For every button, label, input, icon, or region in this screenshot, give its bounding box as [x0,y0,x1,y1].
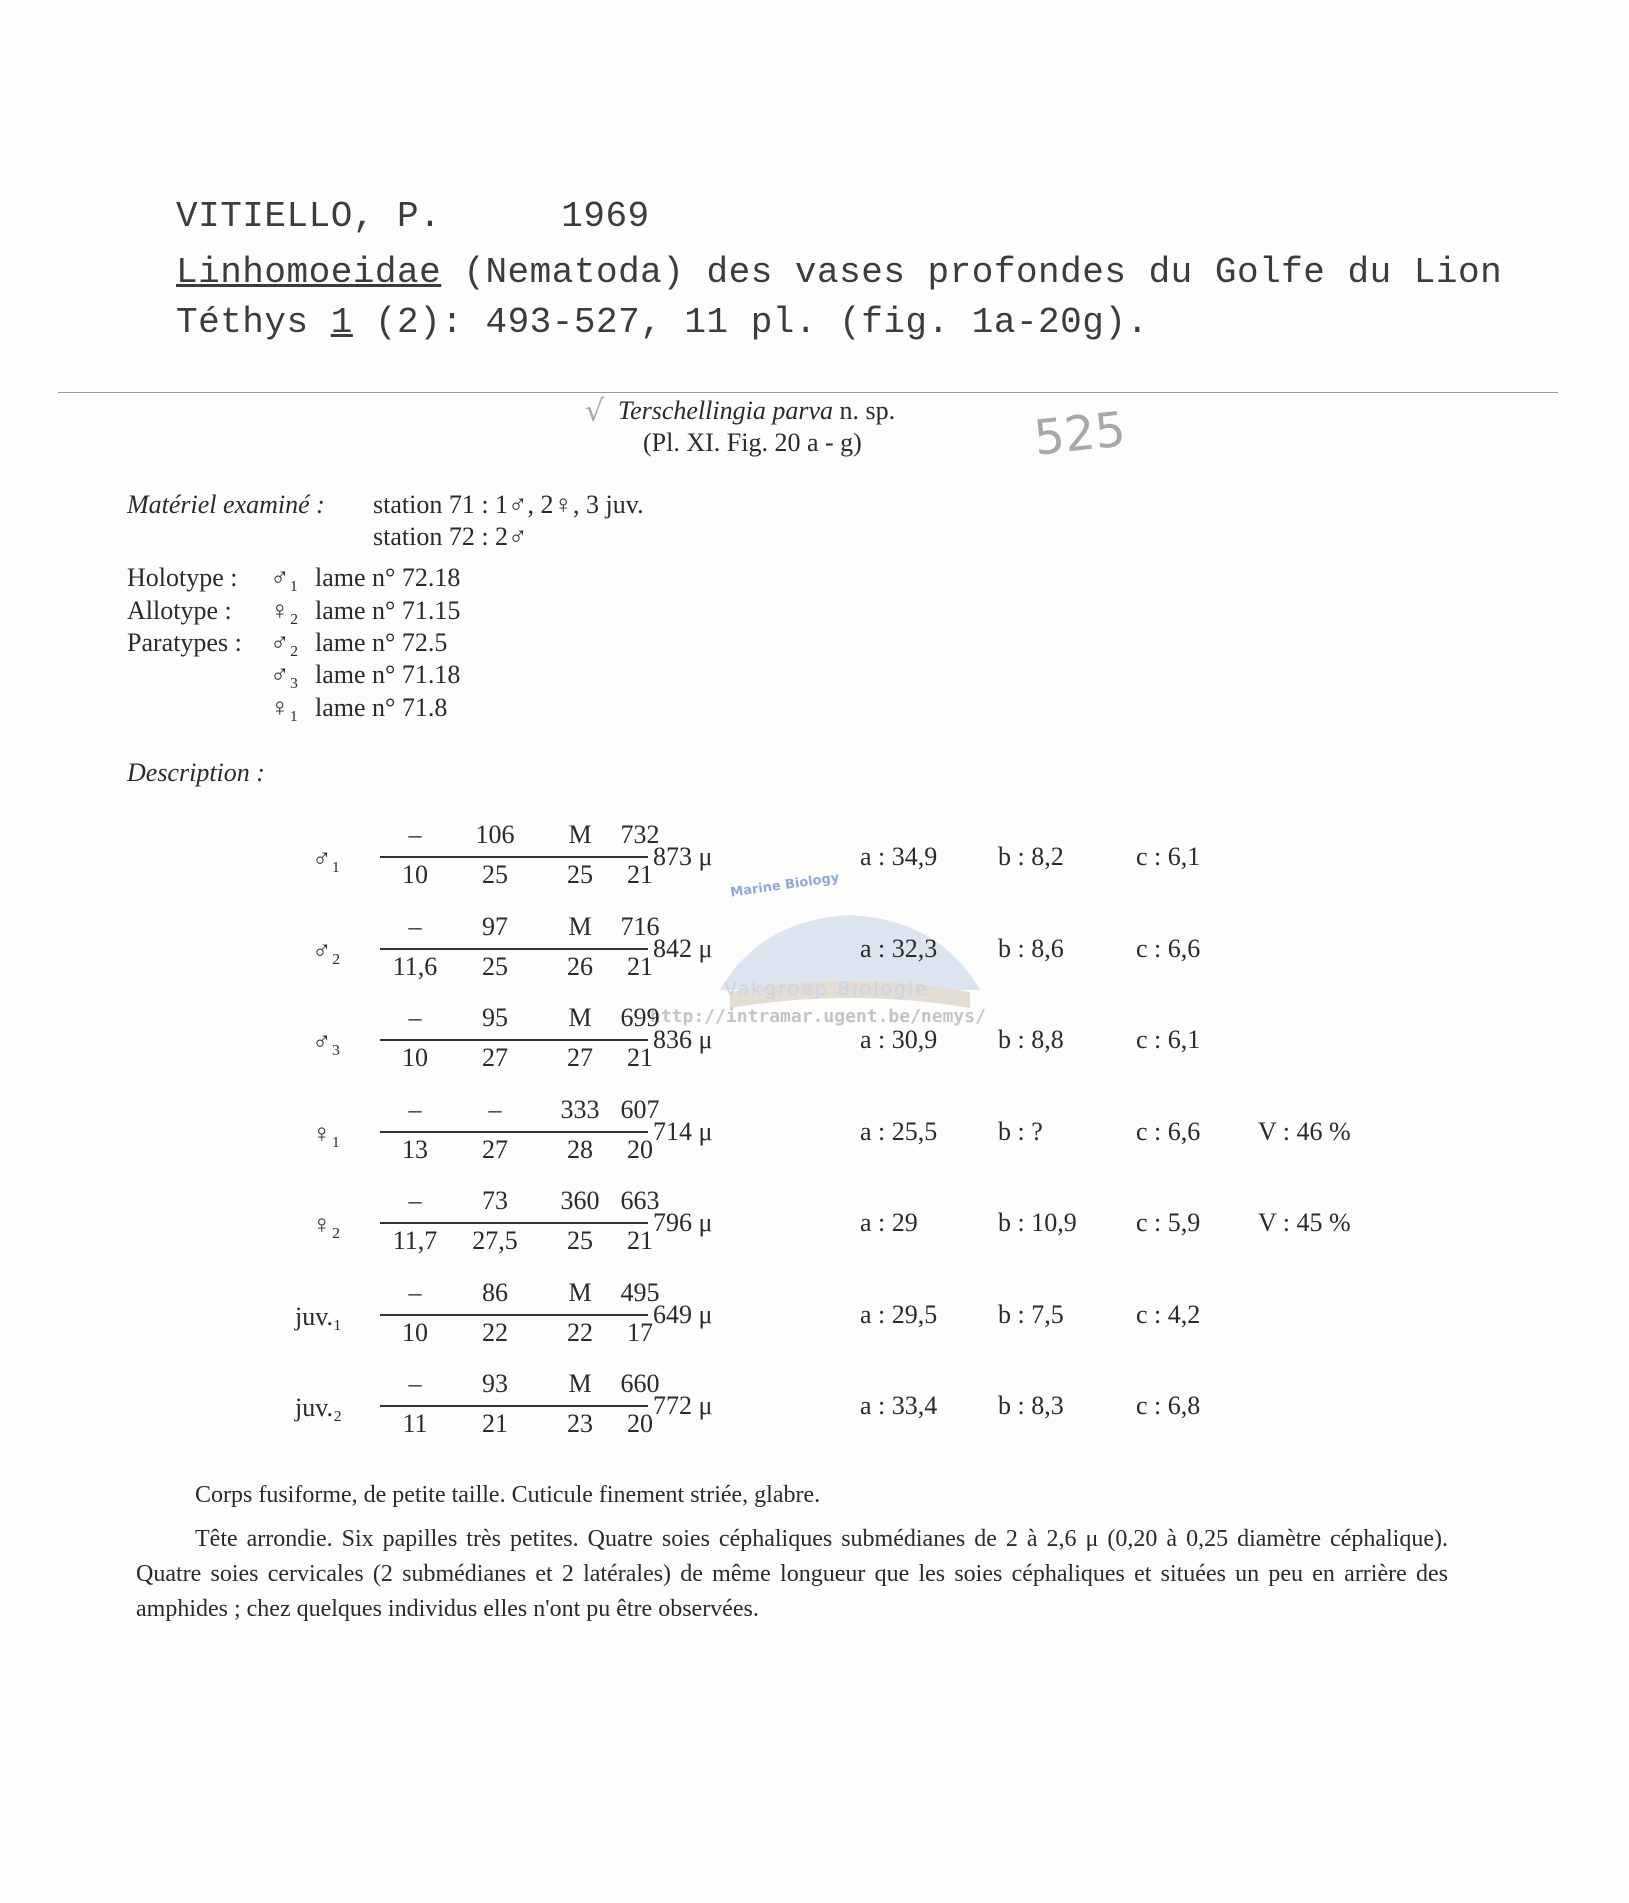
formula-bottom-value: 11,7 [392,1226,438,1255]
measurement-formula [380,820,660,892]
ratio-b: b : 8,6 [998,934,1064,963]
fraction-bar [380,1039,648,1041]
formula-bottom-value: 21 [627,1043,653,1072]
formula-top-value: M [568,820,592,849]
total-length: 842 μ [653,934,713,963]
specimen-label: ♀₁ [312,1119,341,1148]
species-heading [618,396,895,426]
formula-bottom-value: 10 [402,1318,428,1347]
formula-bottom-value: 17 [627,1318,653,1347]
formula-top-value: 106 [475,820,515,849]
ratio-c: c : 6,8 [1136,1391,1201,1420]
formula-top-value: 93 [482,1369,508,1398]
handwritten-page-number: 525 [1031,401,1129,467]
total-length: 796 μ [653,1208,713,1237]
formula-top-value: 660 [620,1369,660,1398]
citation-pages: (2): 493-527, 11 pl. (fig. 1a-20g). [352,302,1149,343]
formula-bottom-value: 25 [482,860,508,889]
citation-volume: 1 [330,302,353,343]
ratio-c: c : 4,2 [1136,1300,1201,1329]
material-station-72: station 72 : 2♂ [373,522,528,551]
formula-bottom-value: 10 [402,860,428,889]
formula-top-value: – [408,1186,422,1215]
formula-bottom-value: 21 [627,1226,653,1255]
citation-journal: Téthys [176,302,331,343]
type-specimen: ♂₂ [270,628,299,657]
ratio-a: a : 34,9 [860,842,938,871]
type-specimen: ♀₂ [270,596,299,625]
watermark-top-text: Marine Biology [729,870,841,901]
total-length: 714 μ [653,1117,713,1146]
type-label: Paratypes : [127,628,242,657]
type-specimen: ♀₁ [270,693,299,722]
ratio-c: c : 6,6 [1136,1117,1201,1146]
ratio-b: b : 8,3 [998,1391,1064,1420]
watermark-logo [700,880,1000,1060]
citation-title [176,252,1502,293]
formula-bottom-value: 28 [567,1135,593,1164]
material-label: Matériel examiné : [127,490,325,519]
watermark-mid-text: Vakgroep Biologie [724,978,929,1000]
measurement-formula [380,912,660,984]
formula-bottom-value: 22 [567,1318,593,1347]
specimen-label: juv.₂ [295,1393,343,1422]
formula-bottom-value: 27 [482,1135,508,1164]
type-slide: lame n° 72.5 [315,628,448,657]
formula-top-value: 716 [620,912,660,941]
measurement-formula [380,1186,660,1258]
type-slide: lame n° 72.18 [315,563,461,592]
ratio-a: a : 33,4 [860,1391,938,1420]
specimen-label: juv.₁ [295,1302,343,1331]
formula-bottom-value: 26 [567,952,593,981]
formula-top-value: 732 [620,820,660,849]
watermark-url: http://intramar.ugent.be/nemys/ [650,1006,986,1027]
measurement-formula [380,1369,660,1441]
paragraph-body-shape: Corps fusiforme, de petite taille. Cuticule finement striée, glabre. [195,1482,821,1508]
fraction-bar [380,1222,648,1224]
material-station-71: station 71 : 1♂, 2♀, 3 juv. [373,490,644,519]
formula-bottom-value: 20 [627,1135,653,1164]
formula-bottom-value: 25 [567,860,593,889]
specimen-label: ♂₂ [312,936,341,965]
species-name: Terschellingia parva [618,396,833,425]
formula-top-value: M [568,912,592,941]
total-length: 836 μ [653,1025,713,1054]
citation-family: Linhomoeidae [176,252,442,293]
formula-bottom-value: 21 [627,952,653,981]
citation-title-rest: (Nematoda) des vases profondes du Golfe du Lion [441,252,1503,293]
formula-top-value: 360 [560,1186,600,1215]
header-divider [58,392,1558,393]
measurement-formula [380,1003,660,1075]
type-label: Holotype : [127,563,238,592]
formula-top-value: 86 [482,1278,508,1307]
formula-bottom-value: 13 [402,1135,428,1164]
formula-bottom-value: 27 [482,1043,508,1072]
formula-bottom-value: 20 [627,1409,653,1438]
ratio-b: b : ? [998,1117,1043,1146]
type-specimen: ♂₃ [270,660,299,689]
formula-bottom-value: 27,5 [472,1226,518,1255]
species-suffix: n. sp. [832,396,896,425]
description-label: Description : [127,758,265,787]
total-length: 772 μ [653,1391,713,1420]
type-slide: lame n° 71.18 [315,660,461,689]
formula-top-value: 97 [482,912,508,941]
type-specimen: ♂₁ [270,563,299,592]
formula-top-value: 663 [620,1186,660,1215]
ratio-a: a : 32,3 [860,934,938,963]
species-plate: (Pl. XI. Fig. 20 a - g) [643,428,862,457]
formula-bottom-value: 10 [402,1043,428,1072]
fraction-bar [380,856,648,858]
ratio-b: b : 10,9 [998,1208,1077,1237]
formula-top-value: 699 [620,1003,660,1032]
formula-top-value: M [568,1369,592,1398]
specimen-label: ♂₃ [312,1027,341,1056]
fraction-bar [380,1314,648,1316]
measurement-formula [380,1095,660,1167]
measurement-formula [380,1278,660,1350]
formula-top-value: 495 [620,1278,660,1307]
ratio-a: a : 29 [860,1208,918,1237]
formula-top-value: M [568,1003,592,1032]
specimen-label: ♂₁ [312,844,341,873]
ratio-c: c : 6,1 [1136,1025,1201,1054]
formula-top-value: – [408,1369,422,1398]
ratio-c: c : 6,6 [1136,934,1201,963]
formula-bottom-value: 23 [567,1409,593,1438]
type-label: Allotype : [127,596,232,625]
formula-top-value: 333 [560,1095,600,1124]
type-slide: lame n° 71.8 [315,693,448,722]
formula-top-value: M [568,1278,592,1307]
formula-bottom-value: 11 [402,1409,428,1438]
formula-bottom-value: 25 [567,1226,593,1255]
type-slide: lame n° 71.15 [315,596,461,625]
ratio-b: b : 8,8 [998,1025,1064,1054]
fraction-bar [380,1131,648,1133]
citation-year: 1969 [561,196,650,237]
formula-top-value: – [408,1095,422,1124]
citation-author-line [176,196,650,237]
ratio-c: c : 5,9 [1136,1208,1201,1237]
formula-bottom-value: 22 [482,1318,508,1347]
handwritten-check-mark: √ [585,394,605,429]
formula-top-value: – [488,1095,502,1124]
formula-bottom-value: 27 [567,1043,593,1072]
fraction-bar [380,1405,648,1407]
formula-bottom-value: 25 [482,952,508,981]
ratio-c: c : 6,1 [1136,842,1201,871]
ratio-b: b : 7,5 [998,1300,1064,1329]
paragraph-head-setae: Tête arrondie. Six papilles très petites. Quatre soies céphaliques submédianes de 2 à 2,6 μ (0,20 à 0,25 diamètre céphalique). Quatre soies cervicales (2 submédianes et 2 latérales) de même longueur que les soies céphaliques et situées un peu en arrière des amphides ; chez quelques individus elles n'ont pu être observées. [136,1526,1448,1622]
specimen-label: ♀₂ [312,1210,341,1239]
total-length: 873 μ [653,842,713,871]
formula-top-value: 607 [620,1095,660,1124]
formula-top-value: – [408,1278,422,1307]
citation-journal-line [176,302,1149,343]
formula-top-value: – [408,1003,422,1032]
citation-author: VITIELLO, P. [176,196,442,237]
ratio-b: b : 8,2 [998,842,1064,871]
formula-top-value: – [408,820,422,849]
formula-top-value: – [408,912,422,941]
total-length: 649 μ [653,1300,713,1329]
ratio-v: V : 46 % [1258,1117,1351,1146]
ratio-a: a : 30,9 [860,1025,938,1054]
ratio-v: V : 45 % [1258,1208,1351,1237]
formula-bottom-value: 21 [482,1409,508,1438]
formula-top-value: 95 [482,1003,508,1032]
ratio-a: a : 29,5 [860,1300,938,1329]
formula-top-value: 73 [482,1186,508,1215]
formula-bottom-value: 11,6 [392,952,438,981]
fraction-bar [380,948,648,950]
ratio-a: a : 25,5 [860,1117,938,1146]
formula-bottom-value: 21 [627,860,653,889]
